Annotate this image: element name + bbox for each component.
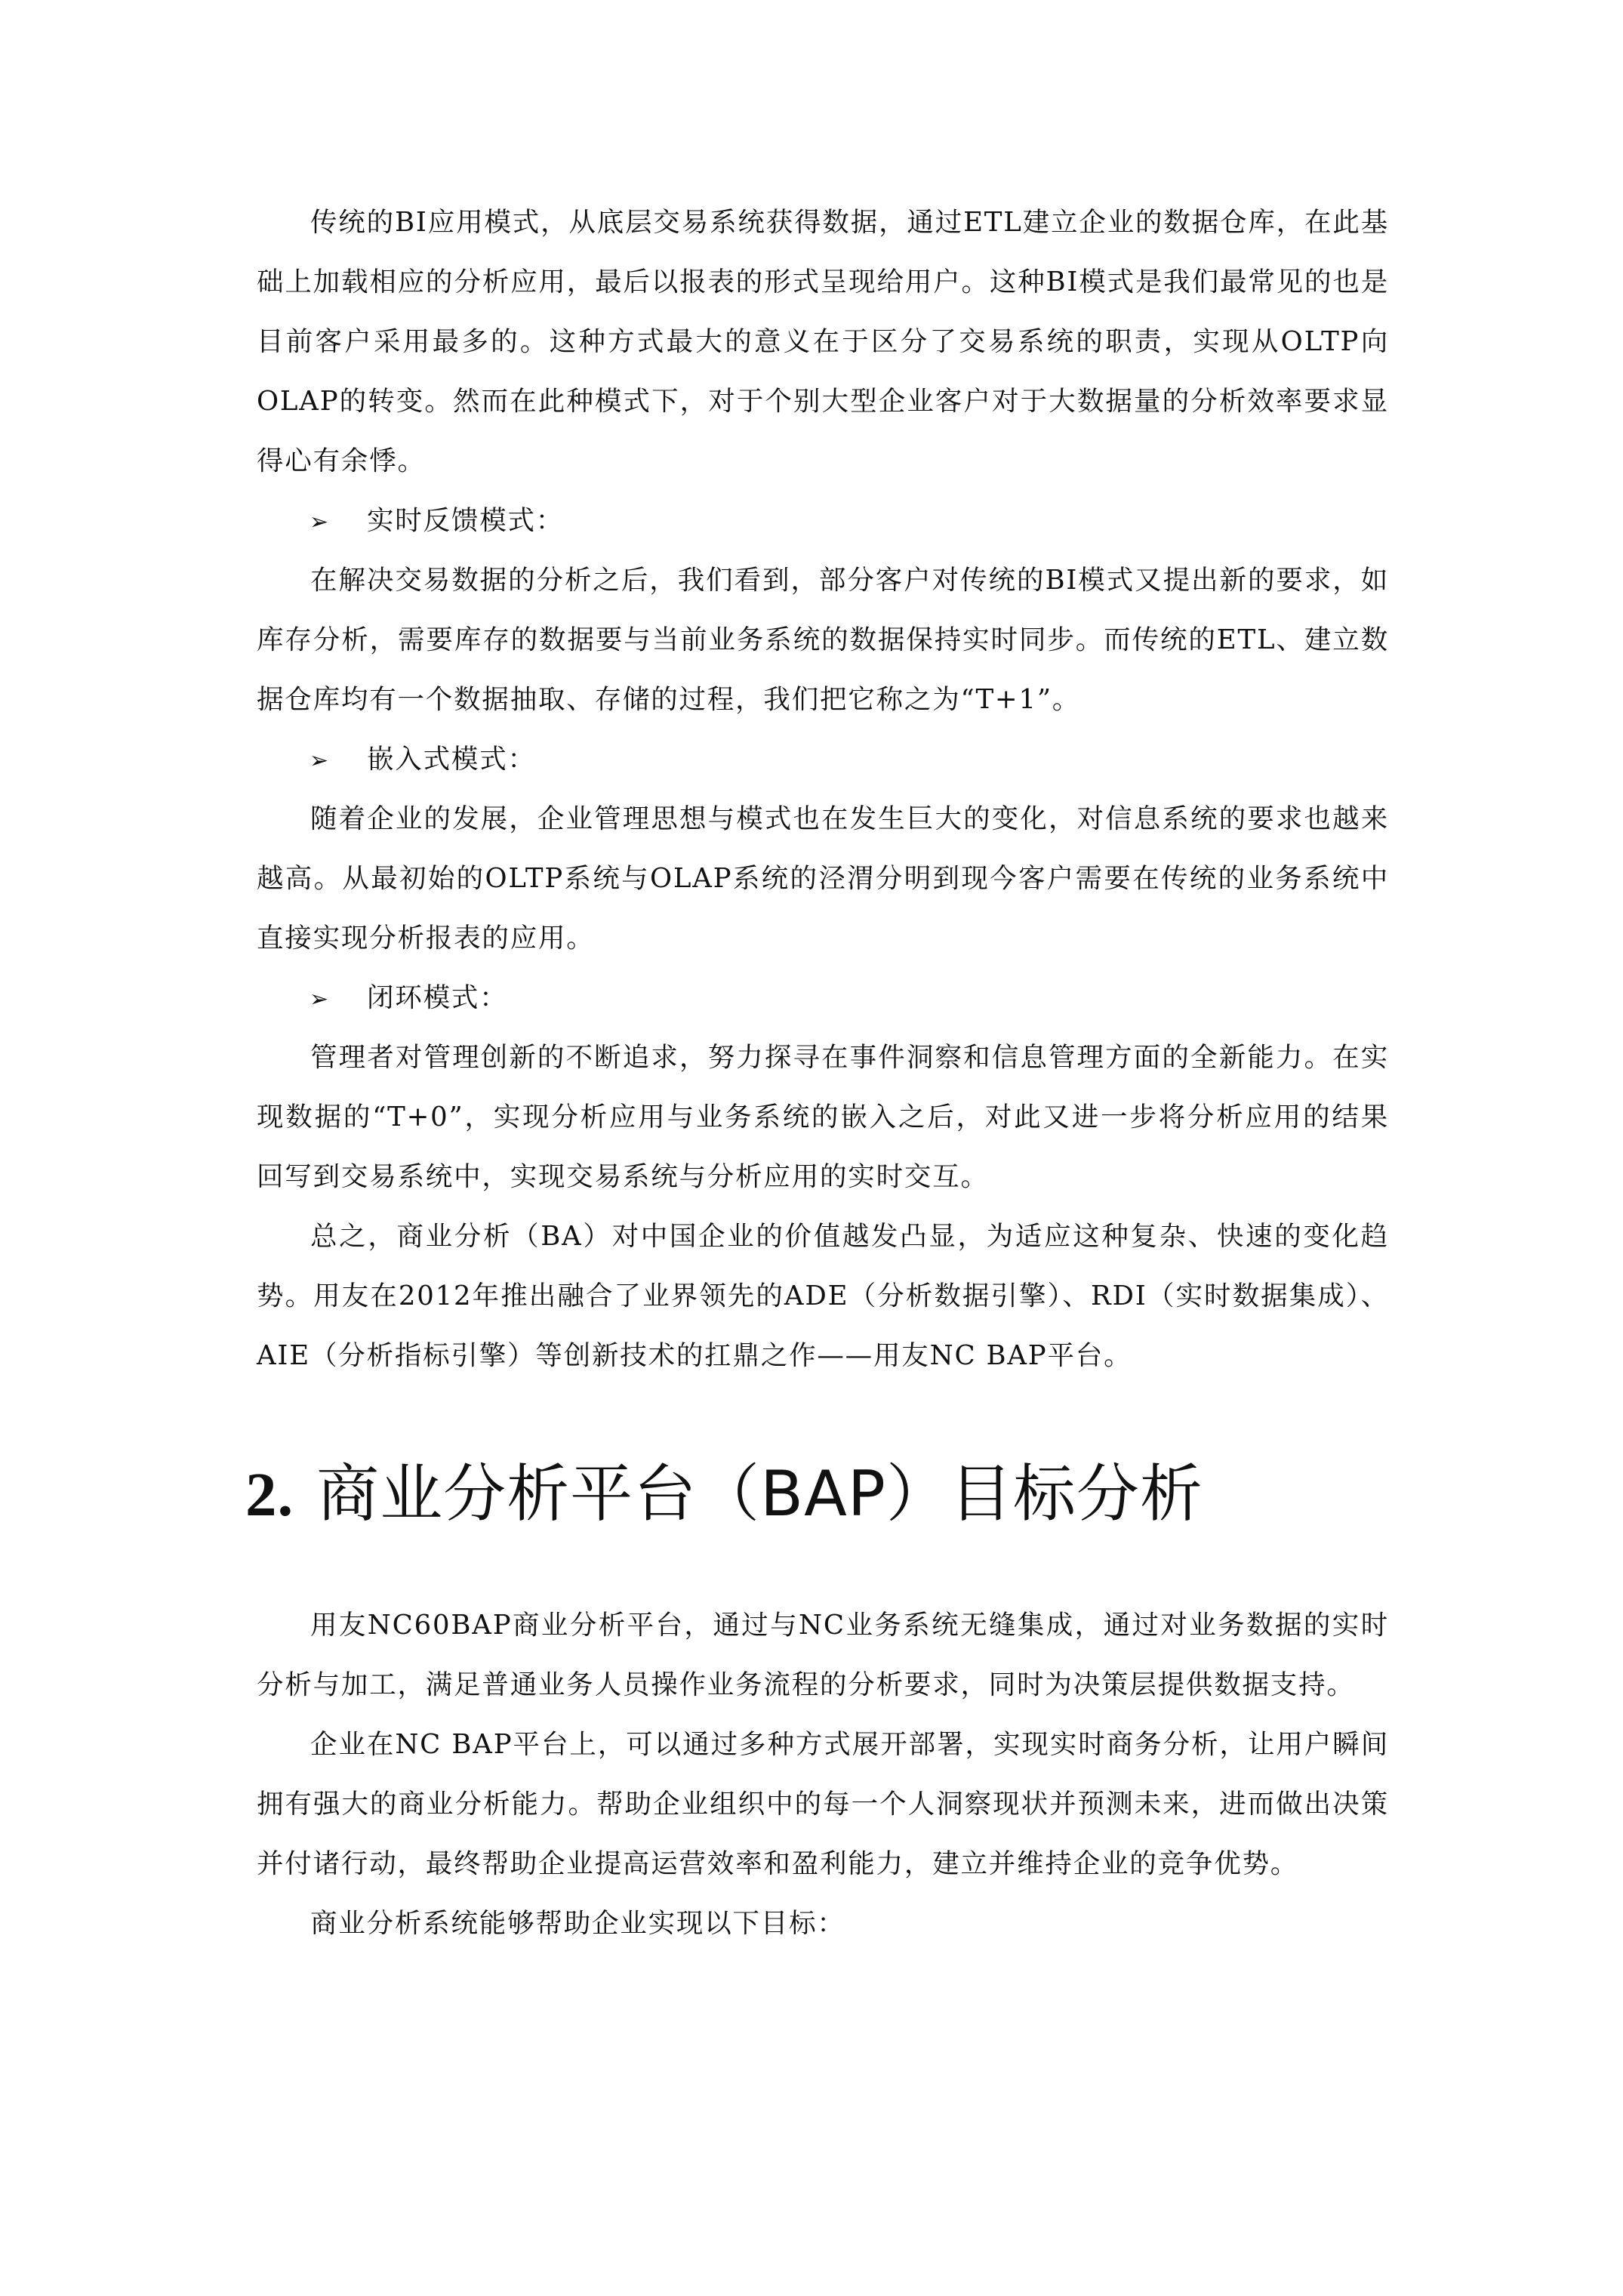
arrow-bullet-icon: ➢	[310, 747, 330, 774]
bullet-realtime	[257, 491, 1389, 550]
intro-paragraph: 传统的BI应用模式，从底层交易系统获得数据，通过ETL建立企业的数据仓库，在此基础上加载相应的分析应用，最后以报表的形式呈现给用户。这种BI模式是我们最常见的也是目前客户采用最多的。这种方式最大的意义在于区分了交易系统的职责，实现从OLTP向OLAP的转变。然而在此种模式下，对于个别大型企业客户对于大数据量的分析效率要求显得心有余悸。	[257, 207, 1389, 476]
section2-paragraph: 企业在NC BAP平台上，可以通过多种方式展开部署，实现实时商务分析，让用户瞬间拥有强大的商业分析能力。帮助企业组织中的每一个人洞察现状并预测未来，进而做出决策并付诸行动，最终帮助企业提高运营效率和盈利能力，建立并维持企业的竞争优势。	[257, 1729, 1389, 1879]
section2-paragraph: 商业分析系统能够帮助企业实现以下目标：	[310, 1908, 845, 1939]
realtime-paragraph: 在解决交易数据的分析之后，我们看到，部分客户对传统的BI模式又提出新的要求，如库存分析，需要库存的数据要与当前业务系统的数据保持实时同步。而传统的ETL、建立数据仓库均有一个数据抽取、存储的过程，我们把它称之为“T+1”。	[257, 565, 1389, 715]
section2-paragraph: 用友NC60BAP商业分析平台，通过与NC业务系统无缝集成，通过对业务数据的实时分析与加工，满足普通业务人员操作业务流程的分析要求，同时为决策层提供数据支持。	[257, 1610, 1389, 1700]
arrow-bullet-icon: ➢	[310, 986, 330, 1012]
summary-paragraph: 总之，商业分析（BA）对中国企业的价值越发凸显，为适应这种复杂、快速的变化趋势。用友在2012年推出融合了业界领先的ADE（分析数据引擎）、RDI（实时数据集成）、AIE（分析指标引擎）等创新技术的扛鼎之作——用友NC BAP平台。	[257, 1221, 1389, 1371]
bullet-label-realtime: 实时反馈模式：	[367, 505, 565, 536]
section2-body	[257, 1595, 1389, 1953]
bullet-closed-loop	[257, 968, 1389, 1028]
closed-loop-paragraph: 管理者对管理创新的不断追求，努力探寻在事件洞察和信息管理方面的全新能力。在实现数据的“T+0”，实现分析应用与业务系统的嵌入之后，对此又进一步将分析应用的结果回写到交易系统中，实现交易系统与分析应用的实时交互。	[257, 1042, 1389, 1192]
section-heading	[245, 1437, 1389, 1550]
bullet-label-closed-loop: 闭环模式：	[367, 982, 508, 1013]
section-title: 商业分析平台（BAP）目标分析	[316, 1457, 1203, 1530]
document-body	[245, 193, 1389, 1953]
embedded-paragraph: 随着企业的发展，企业管理思想与模式也在发生巨大的变化，对信息系统的要求也越来越高。从最初始的OLTP系统与OLAP系统的泾渭分明到现今客户需要在传统的业务系统中直接实现分析报表的应用。	[257, 803, 1389, 954]
arrow-bullet-icon: ➢	[310, 509, 330, 535]
section-number: 2.	[245, 1459, 294, 1529]
bullet-embedded	[257, 729, 1389, 789]
bullet-label-embedded: 嵌入式模式：	[367, 744, 536, 775]
